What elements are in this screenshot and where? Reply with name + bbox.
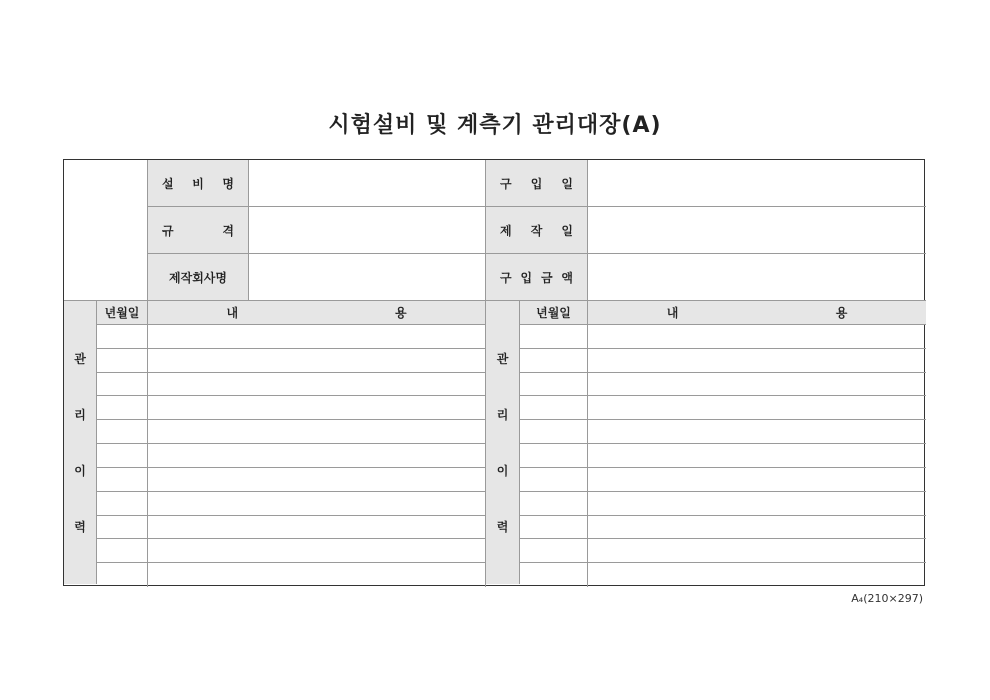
side-label-char: 력 <box>496 519 509 534</box>
history-date-cell[interactable] <box>520 373 588 397</box>
history-content-cell[interactable] <box>588 539 926 563</box>
history-date-cell[interactable] <box>97 444 148 468</box>
history-side-label <box>486 301 520 584</box>
history-date-cell[interactable] <box>520 349 588 373</box>
history-content-cell[interactable] <box>148 444 486 468</box>
history-date-cell[interactable] <box>520 492 588 516</box>
history-date-cell[interactable] <box>520 539 588 563</box>
label-char: 규 <box>162 223 174 238</box>
header-value-field[interactable] <box>588 207 926 254</box>
photo-area <box>64 160 148 301</box>
label-char: 작 <box>530 223 543 238</box>
history-content-cell[interactable] <box>148 325 486 349</box>
header-value-field[interactable] <box>588 160 926 207</box>
label-char: 제작회사명 <box>169 270 227 285</box>
history-content-cell[interactable] <box>148 420 486 444</box>
document-title: 시험설비 및 계측기 관리대장(A) <box>328 113 662 138</box>
header-value-field[interactable] <box>249 254 486 301</box>
history-date-cell[interactable] <box>97 468 148 492</box>
history-content-cell[interactable] <box>148 396 486 420</box>
history-date-cell[interactable] <box>97 325 148 349</box>
history-content-cell[interactable] <box>148 492 486 516</box>
header-value-field[interactable] <box>249 160 486 207</box>
header-label-left <box>148 254 249 301</box>
label-char: 비 <box>192 176 204 191</box>
history-content-cell[interactable] <box>148 563 486 587</box>
header-label-left <box>148 160 249 207</box>
history-content-cell[interactable] <box>148 539 486 563</box>
history-date-cell[interactable] <box>97 563 148 587</box>
content-header-char: 내 <box>666 306 679 320</box>
label-char: 입 <box>530 176 543 191</box>
content-column-header <box>588 301 926 325</box>
history-side-label <box>64 301 97 584</box>
label-char: 금 <box>540 270 553 285</box>
history-date-cell[interactable] <box>520 325 588 349</box>
date-column-header: 년월일 <box>97 301 148 325</box>
history-date-cell[interactable] <box>97 396 148 420</box>
label-char: 구 <box>500 176 512 191</box>
content-header-char: 용 <box>835 306 848 320</box>
history-content-cell[interactable] <box>148 516 486 540</box>
paper-size-note: A₄(210×297) <box>851 592 923 605</box>
header-value-field[interactable] <box>588 254 926 301</box>
history-date-cell[interactable] <box>520 444 588 468</box>
content-header-char: 용 <box>394 306 407 320</box>
content-header-char: 내 <box>226 306 239 320</box>
history-date-cell[interactable] <box>520 396 588 420</box>
label-char: 구 <box>500 270 512 285</box>
history-content-cell[interactable] <box>148 373 486 397</box>
date-column-header: 년월일 <box>520 301 588 325</box>
history-content-cell[interactable] <box>588 420 926 444</box>
label-char: 입 <box>520 270 533 285</box>
history-date-cell[interactable] <box>520 563 588 587</box>
content-column-header <box>148 301 486 325</box>
side-label-char: 이 <box>496 463 509 478</box>
label-char: 설 <box>162 176 174 191</box>
label-char: 액 <box>561 270 573 285</box>
header-label-right <box>486 254 588 301</box>
history-content-cell[interactable] <box>588 468 926 492</box>
label-char: 일 <box>561 176 573 191</box>
history-content-cell[interactable] <box>588 492 926 516</box>
side-label-char: 이 <box>74 463 86 478</box>
management-ledger-form <box>63 159 925 586</box>
history-date-cell[interactable] <box>520 516 588 540</box>
history-content-cell[interactable] <box>588 373 926 397</box>
history-content-cell[interactable] <box>588 396 926 420</box>
history-date-cell[interactable] <box>97 349 148 373</box>
history-content-cell[interactable] <box>588 516 926 540</box>
label-char: 격 <box>222 223 234 238</box>
history-content-cell[interactable] <box>148 468 486 492</box>
label-char: 제 <box>500 223 512 238</box>
header-label-right <box>486 160 588 207</box>
header-label-left <box>148 207 249 254</box>
history-content-cell[interactable] <box>148 349 486 373</box>
label-char: 일 <box>561 223 573 238</box>
history-content-cell[interactable] <box>588 349 926 373</box>
side-label-char: 관 <box>496 352 509 367</box>
side-label-char: 리 <box>496 408 509 423</box>
header-label-right <box>486 207 588 254</box>
history-content-cell[interactable] <box>588 325 926 349</box>
history-date-cell[interactable] <box>97 492 148 516</box>
history-date-cell[interactable] <box>520 468 588 492</box>
header-value-field[interactable] <box>249 207 486 254</box>
history-date-cell[interactable] <box>97 373 148 397</box>
history-date-cell[interactable] <box>520 420 588 444</box>
history-date-cell[interactable] <box>97 539 148 563</box>
history-date-cell[interactable] <box>97 420 148 444</box>
side-label-char: 리 <box>74 408 86 423</box>
label-char: 명 <box>222 176 234 191</box>
history-content-cell[interactable] <box>588 444 926 468</box>
side-label-char: 력 <box>74 519 86 534</box>
history-content-cell[interactable] <box>588 563 926 587</box>
side-label-char: 관 <box>74 352 86 367</box>
history-date-cell[interactable] <box>97 516 148 540</box>
